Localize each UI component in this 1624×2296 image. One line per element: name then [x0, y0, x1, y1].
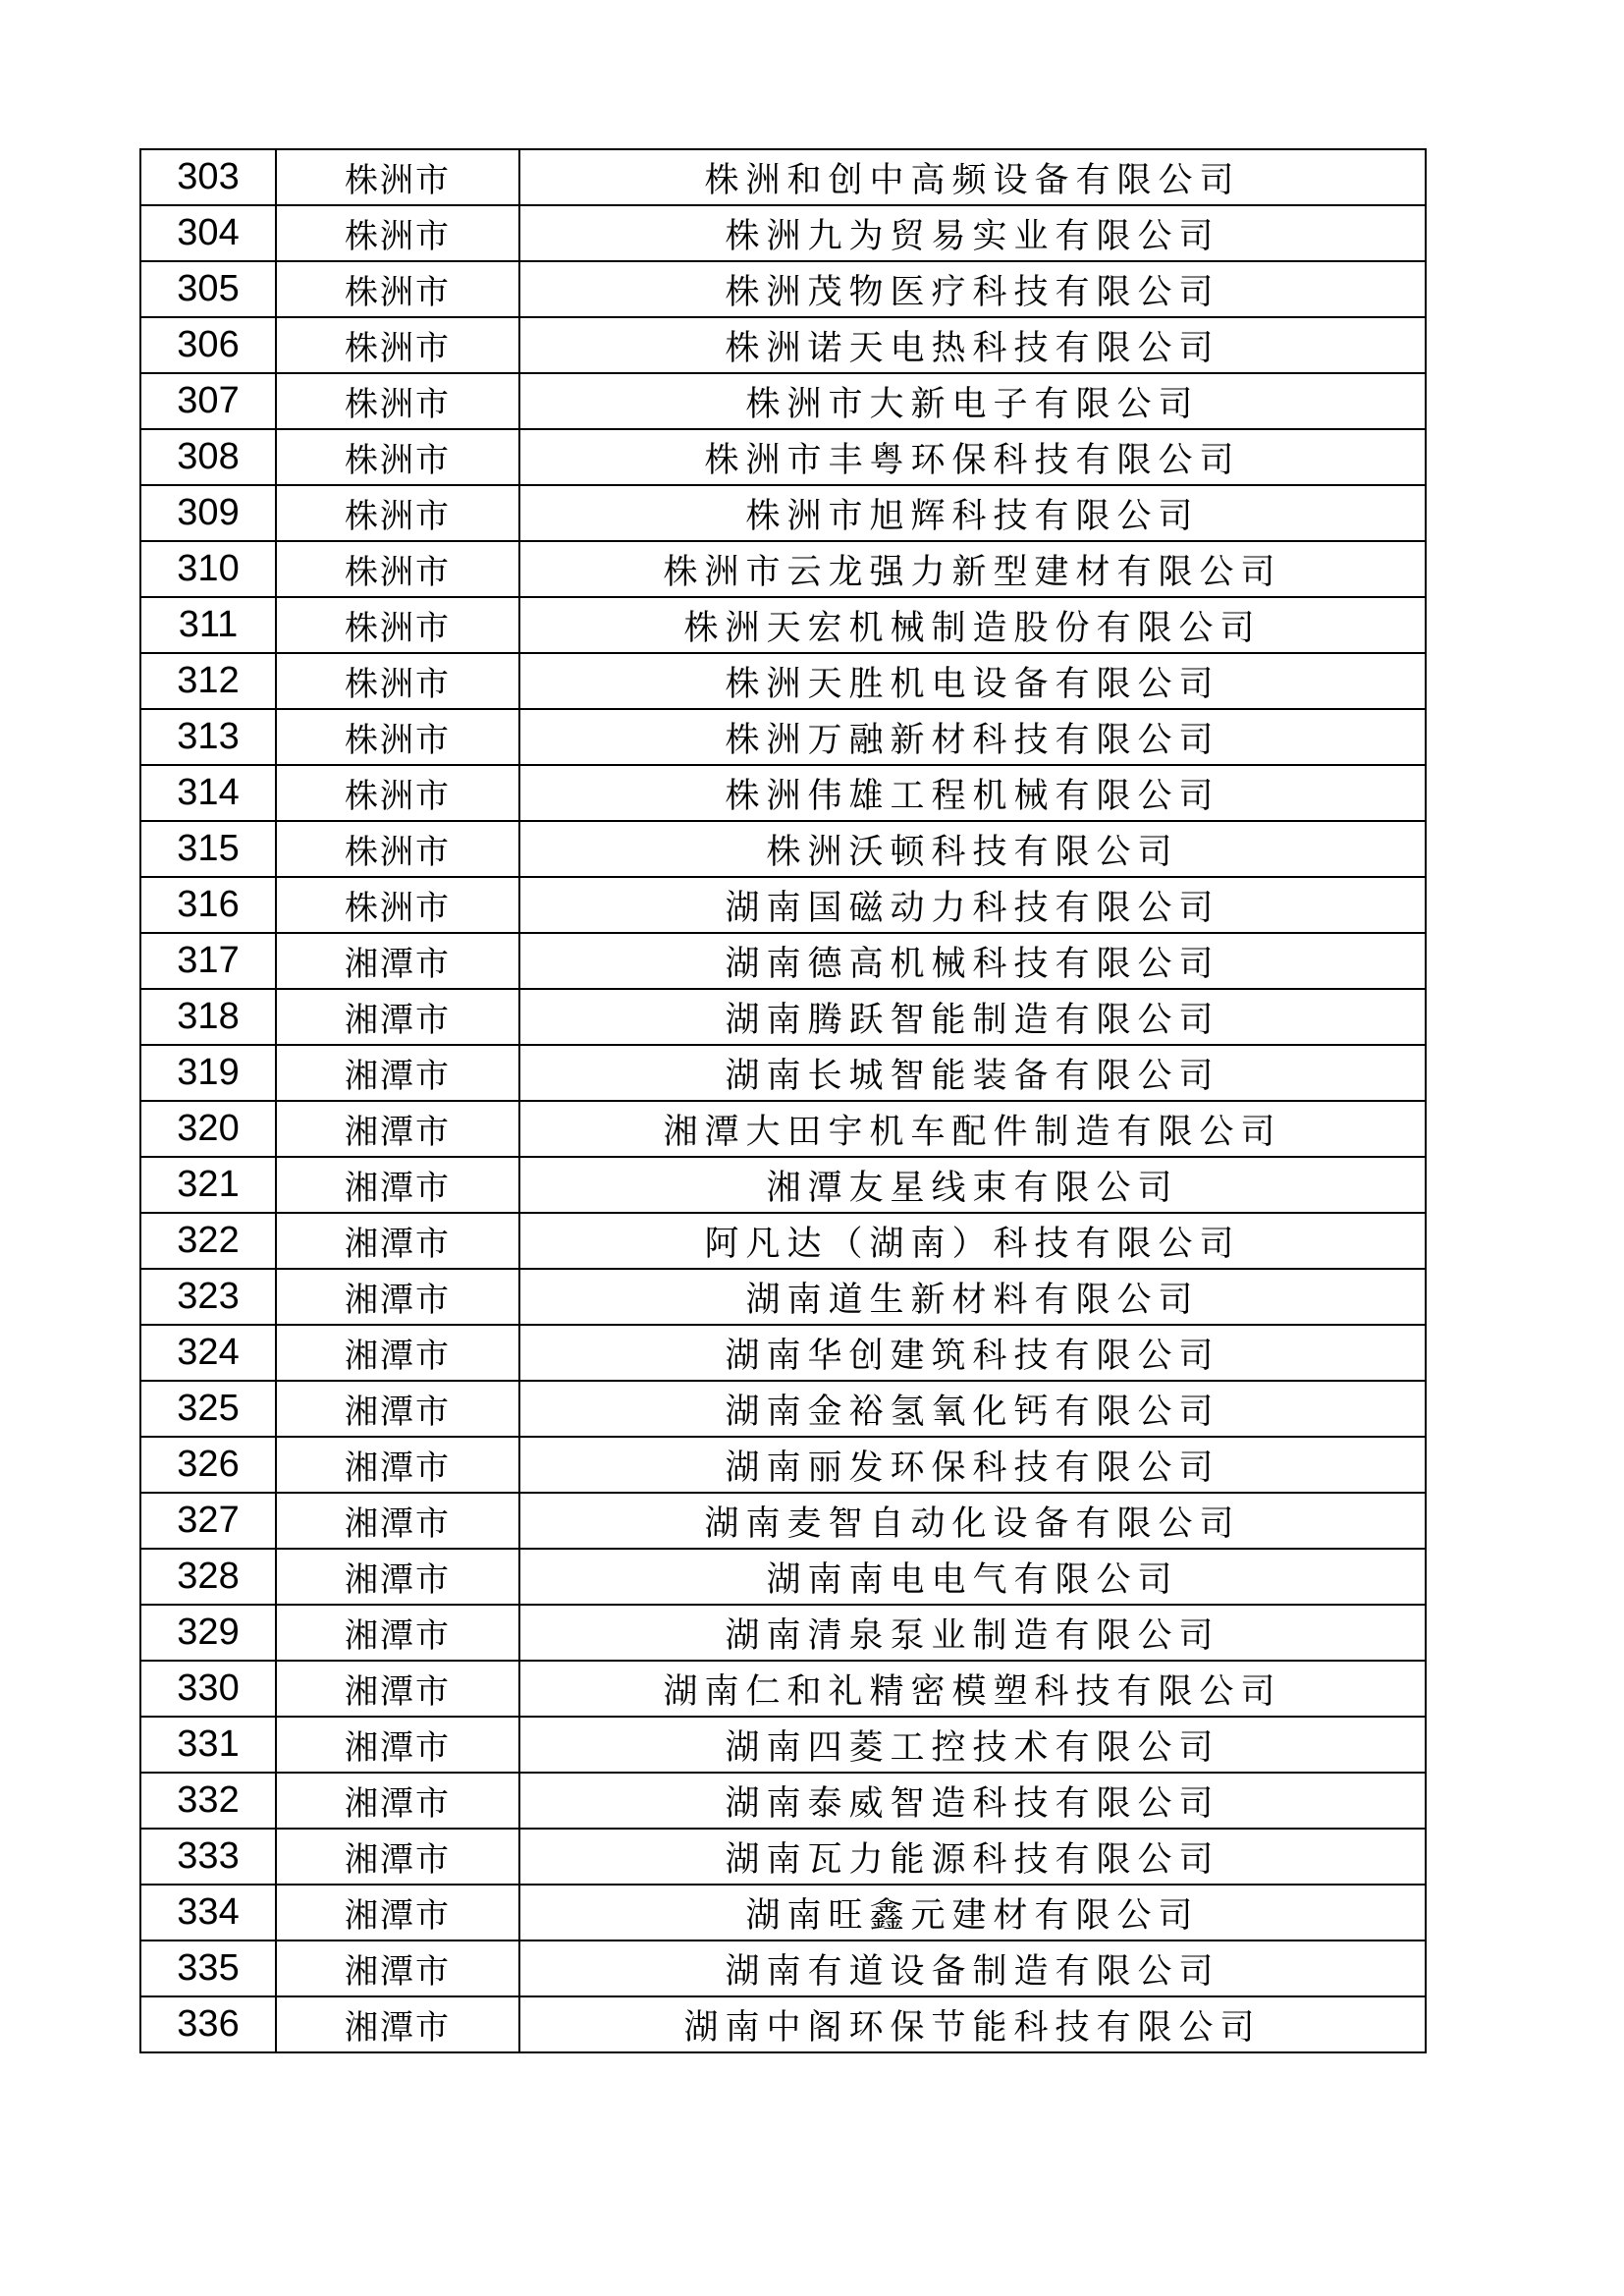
company-name-cell: 株洲万融新材科技有限公司: [519, 709, 1426, 765]
table-row: [140, 1101, 1426, 1157]
table-row: [140, 1325, 1426, 1381]
company-name-cell: 湖南四菱工控技术有限公司: [519, 1717, 1426, 1773]
city-cell: 湘潭市: [276, 1717, 519, 1773]
city-cell: 株洲市: [276, 373, 519, 429]
company-name-cell: 湖南德高机械科技有限公司: [519, 933, 1426, 989]
table-row: [140, 1213, 1426, 1269]
table-row: [140, 429, 1426, 485]
company-name-cell: 株洲市大新电子有限公司: [519, 373, 1426, 429]
table-row: [140, 1157, 1426, 1213]
city-cell: 株洲市: [276, 485, 519, 541]
city-cell: 株洲市: [276, 429, 519, 485]
row-number-cell: 307: [140, 373, 276, 429]
city-cell: 湘潭市: [276, 1493, 519, 1549]
company-name-cell: 株洲茂物医疗科技有限公司: [519, 261, 1426, 317]
table-row: [140, 373, 1426, 429]
row-number-cell: 318: [140, 989, 276, 1045]
row-number-cell: 324: [140, 1325, 276, 1381]
city-cell: 株洲市: [276, 709, 519, 765]
row-number-cell: 314: [140, 765, 276, 821]
row-number-cell: 306: [140, 317, 276, 373]
company-name-cell: 湖南道生新材料有限公司: [519, 1269, 1426, 1325]
city-cell: 湘潭市: [276, 1213, 519, 1269]
table-row: [140, 1493, 1426, 1549]
row-number-cell: 310: [140, 541, 276, 597]
city-cell: 湘潭市: [276, 1157, 519, 1213]
company-name-cell: 湖南麦智自动化设备有限公司: [519, 1493, 1426, 1549]
city-cell: 湘潭市: [276, 1269, 519, 1325]
row-number-cell: 308: [140, 429, 276, 485]
table-row: [140, 597, 1426, 653]
company-name-cell: 株洲市旭辉科技有限公司: [519, 485, 1426, 541]
city-cell: 湘潭市: [276, 1661, 519, 1717]
city-cell: 湘潭市: [276, 1045, 519, 1101]
table-row: [140, 205, 1426, 261]
city-cell: 湘潭市: [276, 1381, 519, 1437]
row-number-cell: 332: [140, 1773, 276, 1829]
company-name-cell: 株洲九为贸易实业有限公司: [519, 205, 1426, 261]
table-row: [140, 1549, 1426, 1605]
row-number-cell: 326: [140, 1437, 276, 1493]
table-row: [140, 1269, 1426, 1325]
company-name-cell: 株洲天胜机电设备有限公司: [519, 653, 1426, 709]
row-number-cell: 305: [140, 261, 276, 317]
city-cell: 湘潭市: [276, 1437, 519, 1493]
city-cell: 株洲市: [276, 765, 519, 821]
table-row: [140, 1437, 1426, 1493]
city-cell: 株洲市: [276, 597, 519, 653]
table-row: [140, 317, 1426, 373]
row-number-cell: 316: [140, 877, 276, 933]
table-row: [140, 1773, 1426, 1829]
table-row: [140, 653, 1426, 709]
company-name-cell: 湖南华创建筑科技有限公司: [519, 1325, 1426, 1381]
table-row: [140, 1996, 1426, 2052]
row-number-cell: 317: [140, 933, 276, 989]
row-number-cell: 330: [140, 1661, 276, 1717]
company-name-cell: 湖南金裕氢氧化钙有限公司: [519, 1381, 1426, 1437]
table-row: [140, 1941, 1426, 1996]
row-number-cell: 329: [140, 1605, 276, 1661]
city-cell: 湘潭市: [276, 1605, 519, 1661]
company-name-cell: 湖南仁和礼精密模塑科技有限公司: [519, 1661, 1426, 1717]
row-number-cell: 320: [140, 1101, 276, 1157]
city-cell: 湘潭市: [276, 989, 519, 1045]
company-name-cell: 湖南腾跃智能制造有限公司: [519, 989, 1426, 1045]
company-list-table: [139, 148, 1427, 2053]
company-name-cell: 株洲市云龙强力新型建材有限公司: [519, 541, 1426, 597]
table-row: [140, 877, 1426, 933]
row-number-cell: 309: [140, 485, 276, 541]
company-name-cell: 湖南丽发环保科技有限公司: [519, 1437, 1426, 1493]
company-name-cell: 湖南国磁动力科技有限公司: [519, 877, 1426, 933]
company-name-cell: 湖南旺鑫元建材有限公司: [519, 1885, 1426, 1941]
row-number-cell: 336: [140, 1996, 276, 2052]
row-number-cell: 322: [140, 1213, 276, 1269]
table-row: [140, 989, 1426, 1045]
table-row: [140, 1829, 1426, 1885]
row-number-cell: 328: [140, 1549, 276, 1605]
company-name-cell: 湖南瓦力能源科技有限公司: [519, 1829, 1426, 1885]
city-cell: 湘潭市: [276, 1549, 519, 1605]
table-row: [140, 1717, 1426, 1773]
company-name-cell: 湖南长城智能装备有限公司: [519, 1045, 1426, 1101]
city-cell: 湘潭市: [276, 1101, 519, 1157]
company-name-cell: 湖南清泉泵业制造有限公司: [519, 1605, 1426, 1661]
city-cell: 湘潭市: [276, 1941, 519, 1996]
row-number-cell: 311: [140, 597, 276, 653]
company-name-cell: 湘潭大田宇机车配件制造有限公司: [519, 1101, 1426, 1157]
city-cell: 株洲市: [276, 261, 519, 317]
row-number-cell: 325: [140, 1381, 276, 1437]
city-cell: 株洲市: [276, 877, 519, 933]
city-cell: 株洲市: [276, 821, 519, 877]
company-name-cell: 株洲和创中高频设备有限公司: [519, 149, 1426, 205]
city-cell: 湘潭市: [276, 1325, 519, 1381]
company-name-cell: 株洲伟雄工程机械有限公司: [519, 765, 1426, 821]
table-row: [140, 1605, 1426, 1661]
table-row: [140, 821, 1426, 877]
company-name-cell: 株洲沃顿科技有限公司: [519, 821, 1426, 877]
city-cell: 湘潭市: [276, 1773, 519, 1829]
row-number-cell: 321: [140, 1157, 276, 1213]
row-number-cell: 315: [140, 821, 276, 877]
table-row: [140, 933, 1426, 989]
row-number-cell: 313: [140, 709, 276, 765]
table-row: [140, 765, 1426, 821]
table-row: [140, 485, 1426, 541]
city-cell: 湘潭市: [276, 933, 519, 989]
table-row: [140, 261, 1426, 317]
company-name-cell: 株洲天宏机械制造股份有限公司: [519, 597, 1426, 653]
row-number-cell: 327: [140, 1493, 276, 1549]
company-name-cell: 株洲市丰粤环保科技有限公司: [519, 429, 1426, 485]
city-cell: 株洲市: [276, 653, 519, 709]
company-name-cell: 株洲诺天电热科技有限公司: [519, 317, 1426, 373]
city-cell: 株洲市: [276, 541, 519, 597]
table-row: [140, 1661, 1426, 1717]
row-number-cell: 334: [140, 1885, 276, 1941]
table-body: [140, 149, 1426, 2052]
row-number-cell: 304: [140, 205, 276, 261]
row-number-cell: 335: [140, 1941, 276, 1996]
city-cell: 株洲市: [276, 205, 519, 261]
city-cell: 湘潭市: [276, 1829, 519, 1885]
row-number-cell: 323: [140, 1269, 276, 1325]
company-name-cell: 阿凡达（湖南）科技有限公司: [519, 1213, 1426, 1269]
company-name-cell: 湖南中阁环保节能科技有限公司: [519, 1996, 1426, 2052]
company-name-cell: 湖南南电电气有限公司: [519, 1549, 1426, 1605]
row-number-cell: 319: [140, 1045, 276, 1101]
city-cell: 株洲市: [276, 317, 519, 373]
company-name-cell: 湘潭友星线束有限公司: [519, 1157, 1426, 1213]
row-number-cell: 312: [140, 653, 276, 709]
table-row: [140, 709, 1426, 765]
city-cell: 湘潭市: [276, 1996, 519, 2052]
city-cell: 株洲市: [276, 149, 519, 205]
company-name-cell: 湖南泰威智造科技有限公司: [519, 1773, 1426, 1829]
table-row: [140, 1885, 1426, 1941]
company-name-cell: 湖南有道设备制造有限公司: [519, 1941, 1426, 1996]
city-cell: 湘潭市: [276, 1885, 519, 1941]
table-row: [140, 149, 1426, 205]
table-row: [140, 1381, 1426, 1437]
row-number-cell: 333: [140, 1829, 276, 1885]
table-row: [140, 541, 1426, 597]
row-number-cell: 331: [140, 1717, 276, 1773]
row-number-cell: 303: [140, 149, 276, 205]
table-row: [140, 1045, 1426, 1101]
